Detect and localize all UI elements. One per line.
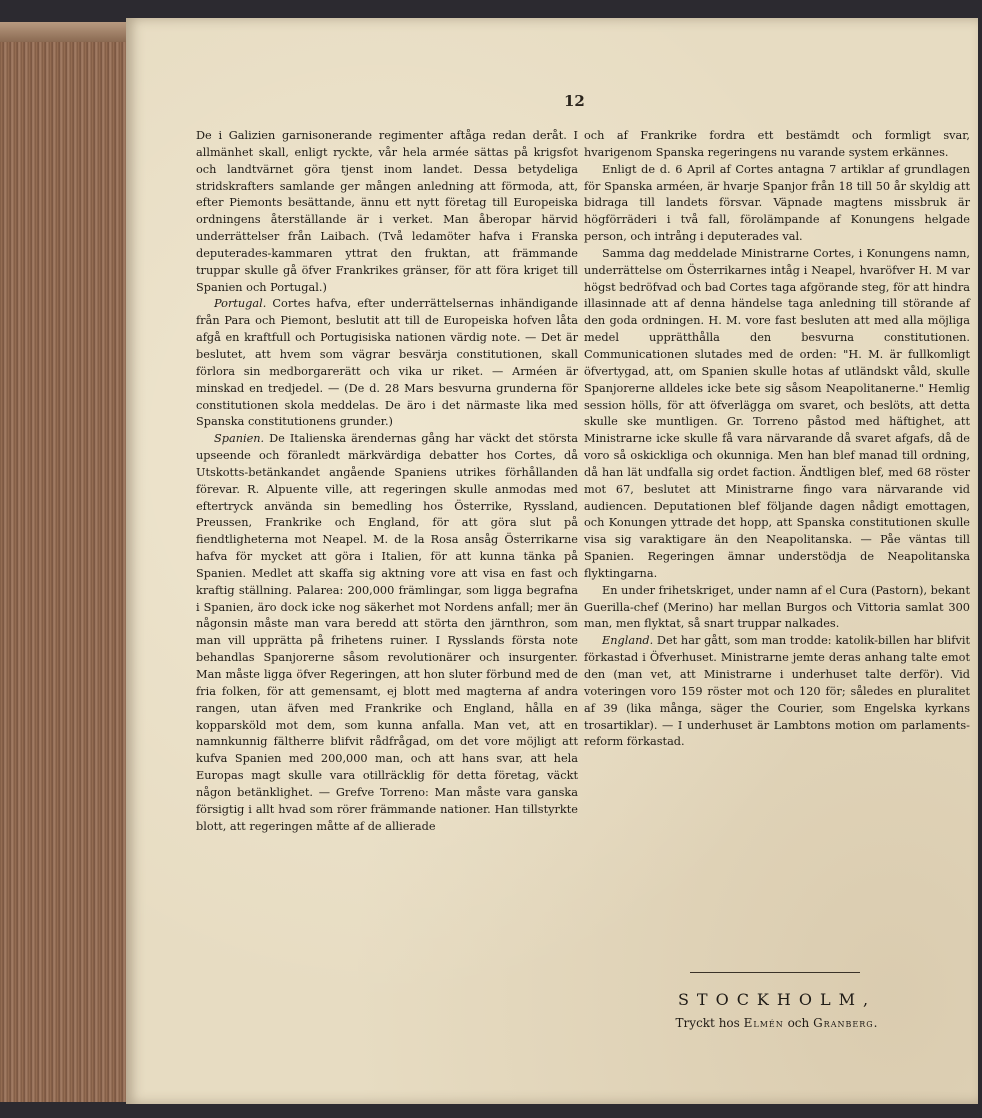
book-page-edges bbox=[0, 22, 132, 1102]
paragraph-england: England. Det har gått, som man trodde: katolik-billen har blifvit förkastad i Öfverhuset. Ministrarne jemte deras anhang talte emot den (man vet, att Ministrarne i underhuset talte derför). Vid voteringen voro 159 röster mot och 120 för; således en pluralitet af 39 (lika många, säger the Courier, som Engelska kyrkans trosartiklar). — I underhuset är Lambtons motion om parlaments-reform förkastad. bbox=[584, 634, 970, 749]
page-number: 12 bbox=[564, 92, 585, 110]
footer-printer: Tryckt hos Elmén och Granberg. bbox=[675, 1016, 879, 1030]
section-heading-england: England. bbox=[602, 634, 654, 648]
book-top-edge bbox=[0, 22, 130, 42]
paragraph-april-articles: Enligt de d. 6 April af Cortes antagna 7 artiklar af grundlagen för Spanska arméen, är hvarje Spanjor från 18 till 50 år skyldig att bidraga till landets försvar. Väpnade magtens missbruk är högförräderi i två fall, förolämpande af Konungens helgade person, och intrång i deputerades val. bbox=[584, 162, 970, 244]
paragraph-continuation: och af Frankrike fordra ett bestämdt och formligt svar, hvarigenom Spanska regeringens nu varande system erkännes. bbox=[584, 129, 970, 159]
printer-name-granberg: Granberg. bbox=[813, 1016, 879, 1030]
right-column bbox=[584, 128, 970, 751]
footer-divider bbox=[690, 972, 860, 973]
left-column bbox=[196, 128, 578, 835]
printer-name-elmen: Elmén bbox=[743, 1016, 784, 1030]
section-heading-portugal: Portugal. bbox=[214, 297, 267, 311]
paragraph-spanien: Spanien. De Italienska ärendernas gång har väckt det största upseende och föranledt märkvärdiga debatter hos Cortes, då Utskotts-betänkandet angående Spaniens utrikes förhållanden förevar. R. Alpuente ville, att regeringen skulle anmodas med eftertryck använda sin bemedling hos Österrike, Ryssland, Preussen, Frankrike och England, för att göra slut på fiendtligheterna mot Neapel. M. de la Rosa ansåg Österrikarne hafva för mycket att göra i Italien, för att kunna tänka på Spanien. Medlet att skaffa sig aktning vore att visa en fast och kraftig ställning. Palarea: 200,000 främlingar, som ligga begrafna i Spanien, äro dock icke nog säkerhet mot Nordens anfall; mer än någonsin måste man vara beredd att störta den järnthron, som man vill upprätta på frihetens ruiner. I Rysslands första note behandlas Spanjorerne såsom revolutionärer och insurgenter. Man måste ligga öfver Regeringen, att hon sluter förbund med de fria folken, för att gemensamt, ej blott med magterna af andra rangen, utan äfven med Frankrike och England, hålla en kopparsköld mot dem, som kunna anfalla. Man vet, att en namnkunnig fältherre blifvit rådfrågad, om det vore möjligt att kufva Spanien med 200,000 man, och att hans svar, att hela Europas magt skulle vara otillräcklig för detta företag, väckt någon betänklighet. — Grefve Torreno: Man måste vara ganska försigtig i allt hvad som rörer främmande nationer. Han tillstyrkte blott, att regeringen måtte af de allierade bbox=[196, 432, 578, 833]
paragraph-galizien: De i Galizien garnisonerande regimenter aftåga redan deråt. I allmänhet skall, enligt ryckte, vår hela armée sättas på krigsfot och landtvärnet göra tjenst inom landet. Dessa betydeliga stridskrafters samlande ger mången anledning att förmoda, att, efter Piemonts besättande, ännu ett nytt företag till Europeiska ordningens återställande är i verket. Man åberopar härvid underrättelser från Laibach. (Två ledamöter hafva i Franska deputerades-kammaren yttrat den fruktan, att främmande truppar skulle gå öfver Frankrikes gränser, för att föra kriget till Spanien och Portugal.) bbox=[196, 129, 578, 294]
paragraph-ministers: Samma dag meddelade Ministrarne Cortes, i Konungens namn, underrättelse om Österrikarnes intåg i Neapel, hvaröfver H. M var högst bedröfvad och bad Cortes taga afgörande steg, för att hindra illasinnade att af denna händelse taga anledning till störande af den goda ordningen. H. M. vore fast besluten att med alla möjliga medel upprätthålla den besvurna constitutionen. Communicationen slutades med de orden: "H. M. är fullkomligt öfvertygad, att, om Spanien skulle hotas af utländskt våld, skulle Spanjorerne alldeles icke bete sig såsom Neapolitanerne." Hemlig session hölls, för att öfverlägga om svaret, och beslöts, att detta skulle ske muntligen. Gr. Torreno påstod med häftighet, att Ministrarne icke skulle få vara närvarande då svaret afgafs, då de voro så oskickliga och okunniga. Men han blef manad till ordning, då han lät undfalla sig ordet faction. Ändtligen blef, med 68 röster mot 67, beslutet att Ministrarne fingo vara närvarande vid audiencen. Deputationen blef följande dagen nådigt emottagen, och Konungen yttrade det hopp, att Spanska constitutionen skulle visa sig varaktigare än den Neapolitanska. — Påe väntas till Spanien. Regeringen ämnar understödja de Neapolitanska flyktingarna. bbox=[584, 246, 970, 580]
paragraph-guerilla: En under frihetskriget, under namn af el Cura (Pastorn), bekant Guerilla-chef (Merino) har mellan Burgos och Vittoria samlat 300 man, men flyktat, så snart truppar nalkades. bbox=[584, 583, 970, 631]
section-heading-spanien: Spanien. bbox=[214, 432, 265, 446]
footer-city: STOCKHOLM, bbox=[677, 990, 877, 1009]
paragraph-portugal: Portugal. Cortes hafva, efter underrättelsernas inhändigande från Para och Piemont, beslutit att till de Europeiska hofven låta afgå en kraftfull och Portugisiska nationen värdig note. — Det är beslutet, att hvem som vägrar besvärja constitutionen, skall förlora sin medborgarerätt och vika ur riket. — Arméen är minskad en tredjedel. — (De d. 28 Mars besvurna grunderna för constitutionen skola meddelas. De äro i det närmaste lika med Spanska constitutionens grunder.) bbox=[196, 297, 578, 429]
